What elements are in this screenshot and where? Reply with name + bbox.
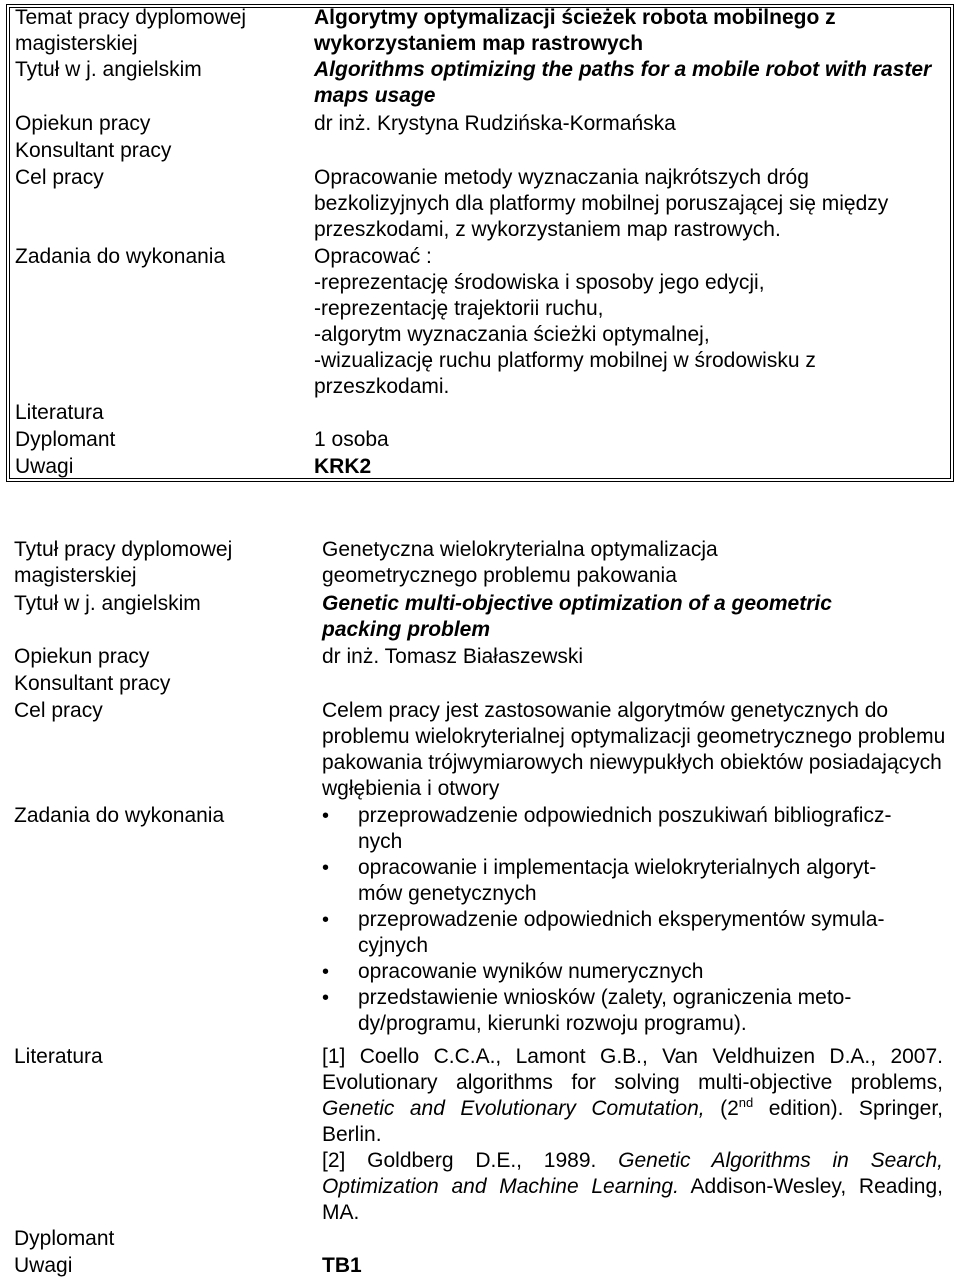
label-zadania-2-text: Zadania do wykonania <box>14 804 225 827</box>
label-zadania <box>15 244 225 270</box>
label-opiekun-2-text: Opiekun pracy <box>14 645 150 668</box>
label-cel-2 <box>14 698 103 724</box>
label-literatura-2-text: Literatura <box>14 1045 103 1068</box>
thesis1-title-text: Algorytmy optymalizacji ścieżek robota mobilnego z wykorzystaniem map rastrowych <box>314 6 836 55</box>
thesis2-task-2 <box>322 855 918 907</box>
reference-1-edition-sup: nd <box>738 1095 754 1110</box>
thesis1-tasks-intro: Opracować : <box>314 245 432 268</box>
thesis1-task-3: -algorytm wyznaczania ścieżki optymalnej, <box>314 323 710 346</box>
reference-1-edition-post: edition). Springer, Berlin. <box>322 1097 943 1146</box>
thesis1-student-text: 1 osoba <box>314 428 389 451</box>
reference-1-edition-pre: (2 <box>720 1097 739 1120</box>
thesis1-notes <box>314 454 914 480</box>
thesis2-task-1 <box>322 803 918 855</box>
thesis2-task-3-text: przeprowadzenie odpowiednich eksperymentów symula-cyjnych <box>358 908 885 957</box>
thesis2-goal <box>322 698 950 802</box>
thesis2-task-4 <box>322 959 918 985</box>
label-konsultant-2-text: Konsultant pracy <box>14 672 171 695</box>
reference-2-publisher: Addison-Wesley, Reading, MA. <box>322 1175 943 1224</box>
label-literatura-2 <box>14 1044 103 1070</box>
label-uwagi-2 <box>14 1253 72 1279</box>
label-dyplomant-2-text: Dyplomant <box>14 1227 115 1250</box>
label-cel <box>15 165 104 191</box>
reference-1-authors: [1] Coello C.C.A., Lamont G.B., Van Veldhuizen D.A., 2007. Evolutionary algorithms for solving multi-objective problems, <box>322 1045 943 1094</box>
label-uwagi-2-text: Uwagi <box>14 1254 73 1277</box>
label-uwagi-text: Uwagi <box>15 455 74 478</box>
thesis2-goal-text: Celem pracy jest zastosowanie algorytmów genetycznych do problemu wielokryterialnej optymalizacji geometrycznego problemu pakowania trójwymiarowych niewypukłych obiektów posiadających wgłębienia i otwory <box>322 699 946 800</box>
thesis2-task-5-text: przedstawienie wniosków (zalety, ograniczenia meto-dy/programu, kierunki rozwoju programu). <box>358 986 852 1035</box>
thesis2-title-en <box>322 591 902 643</box>
label-dyplomant <box>15 427 115 453</box>
reference-2 <box>322 1148 943 1226</box>
label-temat <box>15 5 305 57</box>
thesis2-title-en-text: Genetic multi-objective optimization of a geometric packing problem <box>322 592 832 641</box>
label-opiekun-2 <box>14 644 149 670</box>
label-literatura <box>15 400 104 426</box>
label-cel-2-text: Cel pracy <box>14 699 103 722</box>
thesis1-tasks <box>314 244 914 400</box>
label-cel-text: Cel pracy <box>15 166 104 189</box>
label-tytul-ang-2-text: Tytuł w j. angielskim <box>14 592 201 615</box>
label-temat-text: Temat pracy dyplomowej magisterskiej <box>15 6 247 55</box>
label-literatura-text: Literatura <box>15 401 104 424</box>
thesis1-task-1: -reprezentację środowiska i sposoby jego edycji, <box>314 271 765 294</box>
thesis2-task-3 <box>322 907 918 959</box>
reference-2-authors: [2] Goldberg D.E., 1989. <box>322 1149 597 1172</box>
thesis2-task-5 <box>322 985 918 1037</box>
thesis1-title <box>314 5 934 57</box>
label-uwagi <box>15 454 73 480</box>
label-konsultant <box>15 138 171 164</box>
thesis1-notes-text: KRK2 <box>314 455 372 478</box>
thesis2-title-text: Genetyczna wielokryterialna optymalizacja geometrycznego problemu pakowania <box>322 538 718 587</box>
label-tytul-ang-2 <box>14 591 201 617</box>
thesis2-title <box>322 537 822 589</box>
thesis1-task-2: -reprezentację trajektorii ruchu, <box>314 297 604 320</box>
thesis2-notes-text: TB1 <box>322 1254 362 1277</box>
thesis2-task-2-text: opracowanie i implementacja wielokryterialnych algoryt-mów genetycznych <box>358 856 877 905</box>
label-tytul-pracy-text: Tytuł pracy dyplomowej magisterskiej <box>14 538 233 587</box>
label-konsultant-2 <box>14 671 170 697</box>
thesis1-supervisor-text: dr inż. Krystyna Rudzińska-Kormańska <box>314 112 676 135</box>
thesis1-goal-text: Opracowanie metody wyznaczania najkrótszych dróg bezkolizyjnych dla platformy mobilnej poruszającej się między przeszkodami, z wykorzystaniem map rastrowych. <box>314 166 889 241</box>
reference-2-title: Genetic Algorithms in Search, Optimization and Machine Learning. <box>322 1149 943 1198</box>
label-zadania-text: Zadania do wykonania <box>15 245 226 268</box>
thesis1-goal <box>314 165 944 243</box>
reference-1-venue: Genetic and Evolutionary Comutation, <box>322 1097 705 1120</box>
label-opiekun-text: Opiekun pracy <box>15 112 151 135</box>
thesis2-tasks <box>322 803 937 1037</box>
thesis2-task-list <box>322 803 937 1037</box>
reference-1 <box>322 1044 943 1148</box>
thesis1-task-4: -wizualizację ruchu platformy mobilnej w środowisku z przeszkodami. <box>314 349 816 398</box>
thesis2-task-1-text: przeprowadzenie odpowiednich poszukiwań bibliograficz-nych <box>358 804 892 853</box>
thesis2-supervisor-text: dr inż. Tomasz Białaszewski <box>322 645 584 668</box>
label-dyplomant-2 <box>14 1226 114 1252</box>
label-tytul-ang <box>15 57 202 83</box>
thesis1-student <box>314 427 914 453</box>
label-tytul-ang-text: Tytuł w j. angielskim <box>15 58 202 81</box>
thesis-table-1 <box>6 4 954 482</box>
label-zadania-2 <box>14 803 224 829</box>
thesis1-title-en-text: Algorithms optimizing the paths for a mobile robot with raster maps usage <box>314 58 932 107</box>
thesis2-literature <box>322 1044 943 1226</box>
label-opiekun <box>15 111 150 137</box>
label-konsultant-text: Konsultant pracy <box>15 139 172 162</box>
thesis2-task-4-text: opracowanie wyników numerycznych <box>358 960 704 983</box>
thesis-table-2 <box>6 537 954 1283</box>
label-dyplomant-text: Dyplomant <box>15 428 116 451</box>
thesis1-supervisor <box>314 111 934 137</box>
thesis2-supervisor <box>322 644 922 670</box>
label-tytul-pracy <box>14 537 304 589</box>
thesis2-notes <box>322 1253 922 1279</box>
thesis1-title-en <box>314 57 934 109</box>
